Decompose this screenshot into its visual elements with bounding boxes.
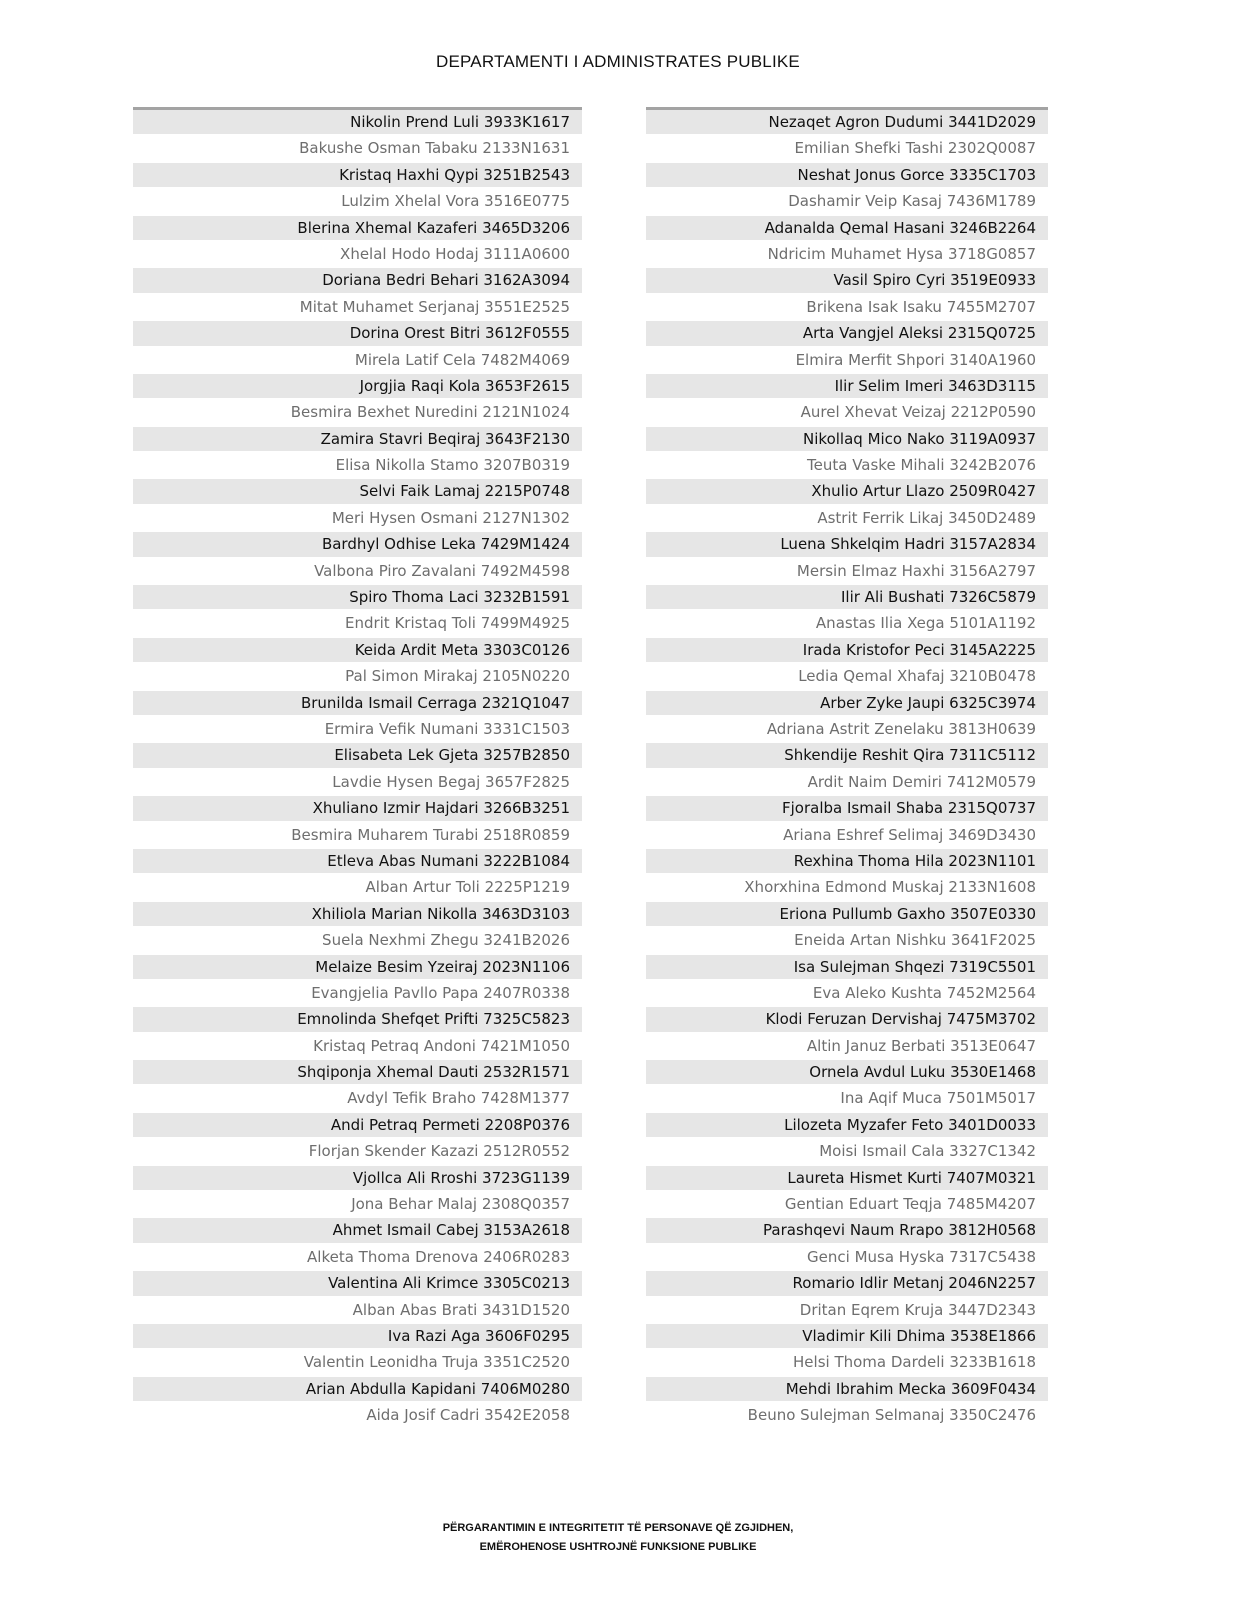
list-item: Vjollca Ali Rroshi 3723G1139 bbox=[133, 1166, 582, 1190]
list-item: Alketa Thoma Drenova 2406R0283 bbox=[133, 1245, 582, 1269]
list-item: Romario Idlir Metanj 2046N2257 bbox=[646, 1271, 1048, 1295]
list-item: Jona Behar Malaj 2308Q0357 bbox=[133, 1192, 582, 1216]
list-item: Elisabeta Lek Gjeta 3257B2850 bbox=[133, 743, 582, 767]
list-item: Kristaq Petraq Andoni 7421M1050 bbox=[133, 1034, 582, 1058]
list-item: Eva Aleko Kushta 7452M2564 bbox=[646, 981, 1048, 1005]
list-item: Valbona Piro Zavalani 7492M4598 bbox=[133, 559, 582, 583]
list-item: Ilir Ali Bushati 7326C5879 bbox=[646, 585, 1048, 609]
list-item: Etleva Abas Numani 3222B1084 bbox=[133, 849, 582, 873]
list-item: Alban Artur Toli 2225P1219 bbox=[133, 875, 582, 899]
right-name-list bbox=[646, 107, 1048, 1430]
list-item: Neshat Jonus Gorce 3335C1703 bbox=[646, 163, 1048, 187]
list-item: Arber Zyke Jaupi 6325C3974 bbox=[646, 691, 1048, 715]
footer-line-2: EMËROHENOSE USHTROJNË FUNKSIONE PUBLIKE bbox=[479, 1541, 757, 1553]
list-item: Lulzim Xhelal Vora 3516E0775 bbox=[133, 189, 582, 213]
list-item: Blerina Xhemal Kazaferi 3465D3206 bbox=[133, 216, 582, 240]
list-item: Nikollaq Mico Nako 3119A0937 bbox=[646, 427, 1048, 451]
list-item: Suela Nexhmi Zhegu 3241B2026 bbox=[133, 928, 582, 952]
list-item: Vasil Spiro Cyri 3519E0933 bbox=[646, 268, 1048, 292]
list-item: Melaize Besim Yzeiraj 2023N1106 bbox=[133, 955, 582, 979]
list-item: Arta Vangjel Aleksi 2315Q0725 bbox=[646, 321, 1048, 345]
list-item: Valentina Ali Krimce 3305C0213 bbox=[133, 1271, 582, 1295]
list-item: Shkendije Reshit Qira 7311C5112 bbox=[646, 743, 1048, 767]
list-item: Brunilda Ismail Cerraga 2321Q1047 bbox=[133, 691, 582, 715]
list-item: Aurel Xhevat Veizaj 2212P0590 bbox=[646, 400, 1048, 424]
list-item: Elmira Merfit Shpori 3140A1960 bbox=[646, 348, 1048, 372]
list-item: Lavdie Hysen Begaj 3657F2825 bbox=[133, 770, 582, 794]
list-item: Lilozeta Myzafer Feto 3401D0033 bbox=[646, 1113, 1048, 1137]
list-item: Genci Musa Hyska 7317C5438 bbox=[646, 1245, 1048, 1269]
list-item: Dashamir Veip Kasaj 7436M1789 bbox=[646, 189, 1048, 213]
list-item: Xhulio Artur Llazo 2509R0427 bbox=[646, 479, 1048, 503]
list-item: Ina Aqif Muca 7501M5017 bbox=[646, 1086, 1048, 1110]
list-item: Alban Abas Brati 3431D1520 bbox=[133, 1298, 582, 1322]
list-item: Beuno Sulejman Selmanaj 3350C2476 bbox=[646, 1403, 1048, 1427]
list-item: Jorgjia Raqi Kola 3653F2615 bbox=[133, 374, 582, 398]
list-item: Gentian Eduart Teqja 7485M4207 bbox=[646, 1192, 1048, 1216]
list-item: Parashqevi Naum Rrapo 3812H0568 bbox=[646, 1218, 1048, 1242]
list-item: Shqiponja Xhemal Dauti 2532R1571 bbox=[133, 1060, 582, 1084]
list-item: Pal Simon Mirakaj 2105N0220 bbox=[133, 664, 582, 688]
footer-line-1: PËRGARANTIMIN E INTEGRITETIT TË PERSONAVE QË ZGJIDHEN, bbox=[442, 1522, 794, 1534]
list-item: Irada Kristofor Peci 3145A2225 bbox=[646, 638, 1048, 662]
list-item: Eneida Artan Nishku 3641F2025 bbox=[646, 928, 1048, 952]
list-item: Evangjelia Pavllo Papa 2407R0338 bbox=[133, 981, 582, 1005]
list-item: Arian Abdulla Kapidani 7406M0280 bbox=[133, 1377, 582, 1401]
list-item: Bardhyl Odhise Leka 7429M1424 bbox=[133, 532, 582, 556]
list-item: Xhiliola Marian Nikolla 3463D3103 bbox=[133, 902, 582, 926]
left-name-list bbox=[133, 107, 582, 1430]
page-title: DEPARTAMENTI I ADMINISTRATES PUBLIKE bbox=[436, 52, 800, 71]
list-item: Rexhina Thoma Hila 2023N1101 bbox=[646, 849, 1048, 873]
list-item: Valentin Leonidha Truja 3351C2520 bbox=[133, 1350, 582, 1374]
list-item: Besmira Bexhet Nuredini 2121N1024 bbox=[133, 400, 582, 424]
list-item: Mersin Elmaz Haxhi 3156A2797 bbox=[646, 559, 1048, 583]
list-item: Nikolin Prend Luli 3933K1617 bbox=[133, 110, 582, 134]
list-item: Ermira Vefik Numani 3331C1503 bbox=[133, 717, 582, 741]
list-item: Florjan Skender Kazazi 2512R0552 bbox=[133, 1139, 582, 1163]
list-item: Vladimir Kili Dhima 3538E1866 bbox=[646, 1324, 1048, 1348]
list-item: Selvi Faik Lamaj 2215P0748 bbox=[133, 479, 582, 503]
list-item: Iva Razi Aga 3606F0295 bbox=[133, 1324, 582, 1348]
list-item: Dritan Eqrem Kruja 3447D2343 bbox=[646, 1298, 1048, 1322]
list-item: Mirela Latif Cela 7482M4069 bbox=[133, 348, 582, 372]
list-item: Nezaqet Agron Dudumi 3441D2029 bbox=[646, 110, 1048, 134]
list-item: Adriana Astrit Zenelaku 3813H0639 bbox=[646, 717, 1048, 741]
list-item: Dorina Orest Bitri 3612F0555 bbox=[133, 321, 582, 345]
list-item: Klodi Feruzan Dervishaj 7475M3702 bbox=[646, 1007, 1048, 1031]
list-item: Brikena Isak Isaku 7455M2707 bbox=[646, 295, 1048, 319]
list-item: Adanalda Qemal Hasani 3246B2264 bbox=[646, 216, 1048, 240]
list-item: Ardit Naim Demiri 7412M0579 bbox=[646, 770, 1048, 794]
list-item: Eriona Pullumb Gaxho 3507E0330 bbox=[646, 902, 1048, 926]
list-item: Emnolinda Shefqet Prifti 7325C5823 bbox=[133, 1007, 582, 1031]
list-item: Ledia Qemal Xhafaj 3210B0478 bbox=[646, 664, 1048, 688]
list-item: Avdyl Tefik Braho 7428M1377 bbox=[133, 1086, 582, 1110]
list-item: Bakushe Osman Tabaku 2133N1631 bbox=[133, 136, 582, 160]
list-item: Anastas Ilia Xega 5101A1192 bbox=[646, 611, 1048, 635]
list-item: Ahmet Ismail Cabej 3153A2618 bbox=[133, 1218, 582, 1242]
list-item: Altin Januz Berbati 3513E0647 bbox=[646, 1034, 1048, 1058]
list-item: Astrit Ferrik Likaj 3450D2489 bbox=[646, 506, 1048, 530]
list-item: Teuta Vaske Mihali 3242B2076 bbox=[646, 453, 1048, 477]
list-item: Aida Josif Cadri 3542E2058 bbox=[133, 1403, 582, 1427]
list-item: Ndricim Muhamet Hysa 3718G0857 bbox=[646, 242, 1048, 266]
list-item: Meri Hysen Osmani 2127N1302 bbox=[133, 506, 582, 530]
list-item: Xhuliano Izmir Hajdari 3266B3251 bbox=[133, 796, 582, 820]
list-item: Ornela Avdul Luku 3530E1468 bbox=[646, 1060, 1048, 1084]
list-item: Spiro Thoma Laci 3232B1591 bbox=[133, 585, 582, 609]
list-item: Ilir Selim Imeri 3463D3115 bbox=[646, 374, 1048, 398]
list-item: Doriana Bedri Behari 3162A3094 bbox=[133, 268, 582, 292]
list-item: Andi Petraq Permeti 2208P0376 bbox=[133, 1113, 582, 1137]
list-item: Keida Ardit Meta 3303C0126 bbox=[133, 638, 582, 662]
list-item: Mitat Muhamet Serjanaj 3551E2525 bbox=[133, 295, 582, 319]
list-item: Emilian Shefki Tashi 2302Q0087 bbox=[646, 136, 1048, 160]
list-item: Fjoralba Ismail Shaba 2315Q0737 bbox=[646, 796, 1048, 820]
list-item: Moisi Ismail Cala 3327C1342 bbox=[646, 1139, 1048, 1163]
list-item: Elisa Nikolla Stamo 3207B0319 bbox=[133, 453, 582, 477]
list-item: Endrit Kristaq Toli 7499M4925 bbox=[133, 611, 582, 635]
list-item: Isa Sulejman Shqezi 7319C5501 bbox=[646, 955, 1048, 979]
list-item: Luena Shkelqim Hadri 3157A2834 bbox=[646, 532, 1048, 556]
list-item: Ariana Eshref Selimaj 3469D3430 bbox=[646, 823, 1048, 847]
list-item: Xhelal Hodo Hodaj 3111A0600 bbox=[133, 242, 582, 266]
list-item: Laureta Hismet Kurti 7407M0321 bbox=[646, 1166, 1048, 1190]
list-item: Besmira Muharem Turabi 2518R0859 bbox=[133, 823, 582, 847]
list-item: Xhorxhina Edmond Muskaj 2133N1608 bbox=[646, 875, 1048, 899]
list-item: Kristaq Haxhi Qypi 3251B2543 bbox=[133, 163, 582, 187]
footer bbox=[0, 1519, 1236, 1557]
list-item: Mehdi Ibrahim Mecka 3609F0434 bbox=[646, 1377, 1048, 1401]
list-item: Helsi Thoma Dardeli 3233B1618 bbox=[646, 1350, 1048, 1374]
list-item: Zamira Stavri Beqiraj 3643F2130 bbox=[133, 427, 582, 451]
